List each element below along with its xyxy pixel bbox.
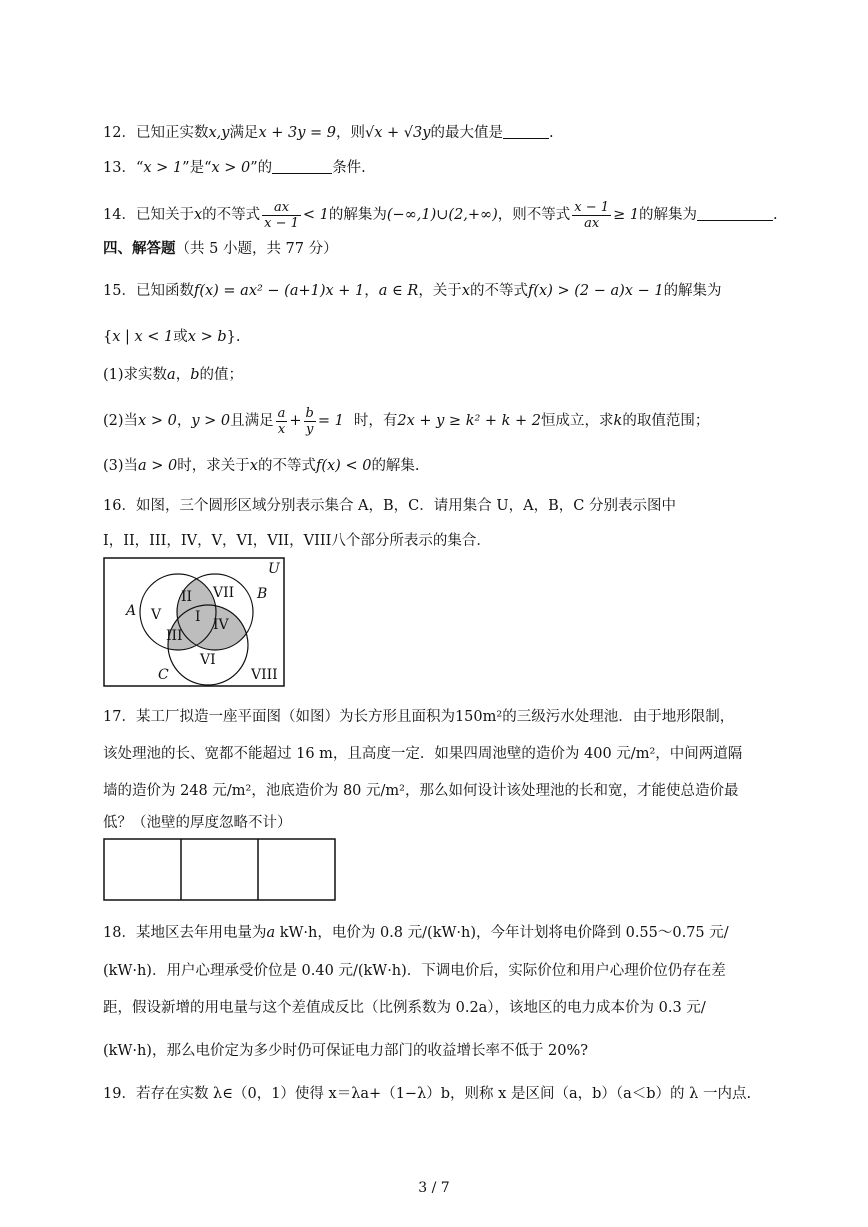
question-16-line-2: I，II，III，IV，V，VI，VII，VIII八个部分所表示的集合． <box>103 533 491 549</box>
q14-ineq-2: ≥ 1 <box>613 207 640 223</box>
q14-mid1: 的不等式 <box>202 207 261 223</box>
region-v: V <box>151 607 162 623</box>
q13-mid: ”是“ <box>182 160 212 176</box>
unit-kwh: (kW·h) <box>357 963 407 979</box>
question-12 <box>103 122 768 144</box>
q14-mid3: ，则不等式 <box>497 207 571 223</box>
unit-kwh: (kW·h) <box>103 963 152 979</box>
q14-fraction-1: $\frac{ax}{x - 1}$ <box>264 199 299 231</box>
question-17-line-2: 该处理池的长、宽都不能超过 16 m，且高度一定．如果四周池壁的造价为 400 元/m²，中间两道隔 <box>103 746 743 762</box>
question-18-line-1: 18．某地区去年用电量为a kW·h，电价为 0.8 元/(kW·h)，今年计划将电价降到 0.55～0.75 元/ <box>103 925 729 941</box>
question-14 <box>103 198 778 232</box>
q14-suffix: 的解集为 <box>639 207 698 223</box>
q12-vars: x,y <box>208 125 230 141</box>
q15-inequality: f(x) > (2 − a)x − 1 <box>528 283 664 299</box>
question-19-line-1: 19．若存在实数 λ∈（0，1）使得 x＝λa+（1−λ）b，则称 x 是区间（a，b）（a＜b）的 λ 一内点. <box>103 1086 752 1102</box>
q14-end: . <box>773 207 778 223</box>
region-viii: VIII <box>251 667 278 683</box>
question-15-part-1: (1)求实数a，b的值； <box>103 367 243 383</box>
region-iii: III <box>166 628 183 644</box>
unit-kwh: (kW·h) <box>427 925 476 941</box>
q12-end: . <box>548 125 554 141</box>
q14-ineq-1: < 1 <box>302 207 329 223</box>
question-15-line-2: {x | x < 1或x > b}. <box>103 329 241 345</box>
q14-var: x <box>193 207 203 223</box>
label-c: C <box>158 667 169 683</box>
answer-blank <box>272 159 332 174</box>
q14-prefix: 14．已知关于 <box>103 207 194 223</box>
q12-mid2: ，则 <box>336 125 365 141</box>
question-13 <box>103 157 768 179</box>
question-17-line-1: 17．某工厂拟造一座平面图（如图）为长方形且面积为150m²的三级污水处理池．由于地形限制， <box>103 709 735 725</box>
unit-kwh: (kW·h) <box>103 1043 152 1059</box>
answer-blank <box>697 206 773 221</box>
answer-blank <box>503 124 549 139</box>
q12-suffix: 的最大值是 <box>430 125 503 141</box>
q12-mid1: 满足 <box>229 125 259 141</box>
question-16-line-1: 16．如图，三个圆形区域分别表示集合 A，B，C．请用集合 U，A，B，C 分别表示图中 <box>103 498 676 514</box>
region-vi: VI <box>200 652 216 668</box>
q13-condition-2: x > 0 <box>211 160 251 176</box>
question-17-line-3: 墙的造价为 248 元/m²，池底造价为 80 元/m²，那么如何设计该处理池的长和宽，才能使总造价最 <box>103 783 739 799</box>
pool-plan-diagram <box>103 838 337 902</box>
question-18-line-4: (kW·h)，那么电价定为多少时仍可保证电力部门的收益增长率不低于 20%? <box>103 1043 589 1059</box>
question-18-line-2: (kW·h)．用户心理承受价位是 0.40 元/(kW·h)．下调电价后，实际价位和用户心理价位仍存在差 <box>103 963 726 979</box>
label-u: U <box>268 561 280 577</box>
q12-prefix: 12．已知正实数 <box>103 125 209 141</box>
q15-function: f(x) = ax² − (a+1)x + 1 <box>193 283 365 299</box>
q12-condition: x + 3y = 9 <box>258 125 336 141</box>
region-i: I <box>195 609 201 625</box>
q14-mid2: 的解集为 <box>328 207 387 223</box>
q14-solution-set: (−∞,1)∪(2,+∞) <box>386 207 498 223</box>
q12-expression: √x + √3y <box>365 125 431 141</box>
q17-area: 150m² <box>454 709 503 725</box>
label-b: B <box>257 586 268 602</box>
region-ii: II <box>181 589 193 605</box>
venn-diagram <box>103 557 285 687</box>
question-15-part-2: (2)当x > 0，y > 0且满足 $\frac{a}{x}$ + $\frac{b}{y}$ = 1 时，有2x + y ≥ k² + k + 2恒成立，求k的取值范围； <box>103 405 710 437</box>
q13-mid2: ”的 <box>250 160 273 176</box>
region-iv: IV <box>213 617 229 633</box>
region-vii: VII <box>213 585 235 601</box>
page-number: 3 / 7 <box>418 1180 450 1196</box>
q13-condition-1: x > 1 <box>143 160 183 176</box>
section-heading <box>103 238 768 260</box>
question-15-part-3: (3)当a > 0时，求关于x的不等式f(x) < 0的解集. <box>103 458 420 474</box>
section-title: 四、解答题 <box>103 240 176 257</box>
question-17-line-4: 低？（池壁的厚度忽略不计） <box>103 815 292 831</box>
q13-prefix: 13．“ <box>103 160 144 176</box>
q13-suffix: 条件. <box>332 160 366 176</box>
question-15-line-1: 15．已知函数f(x) = ax² − (a+1)x + 1，a ∈ R，关于x的不等式f(x) > (2 − a)x − 1的解集为 <box>103 283 722 299</box>
section-note: （共 5 小题，共 77 分） <box>175 241 338 257</box>
pool-outline <box>104 839 335 900</box>
label-a: A <box>126 603 137 619</box>
q14-fraction-2: $\frac{x - 1}{ax}$ <box>574 199 610 231</box>
question-18-line-3: 距，假设新增的用电量与这个差值成反比（比例系数为 0.2a），该地区的电力成本价为 0.3 元/ <box>103 1000 706 1016</box>
q15-domain: a ∈ R <box>378 283 419 299</box>
